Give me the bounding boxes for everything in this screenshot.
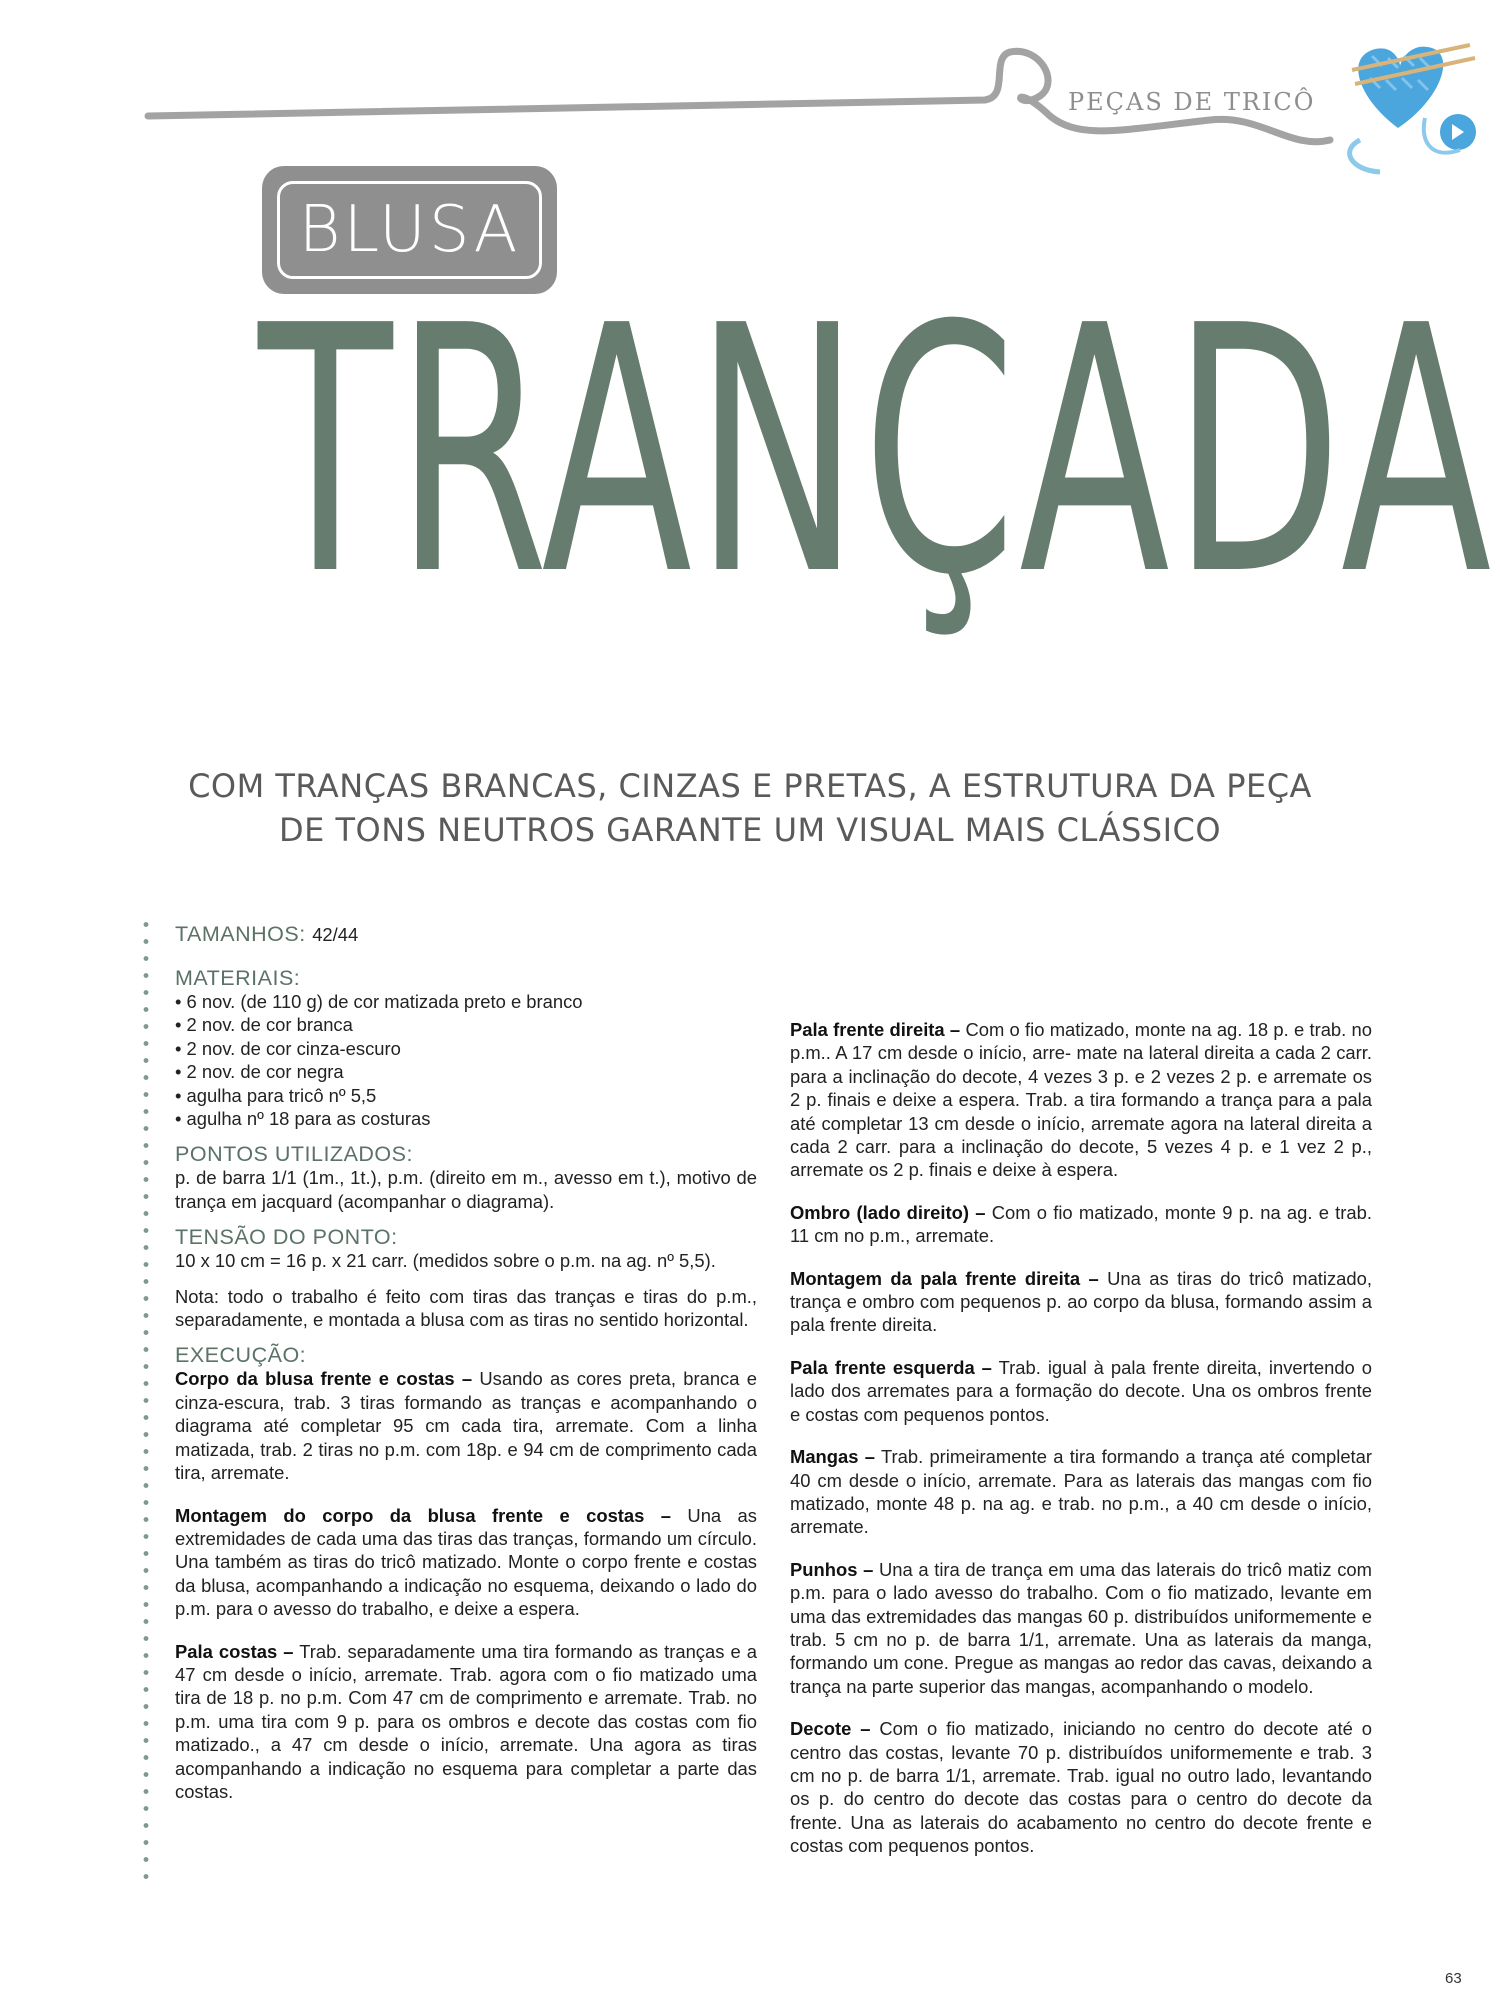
paragraph-title: Pala costas – [175,1640,294,1662]
tension-text: 10 x 10 cm = 16 p. x 21 carr. (medidos sobre o p.m. na ag. nº 5,5). [175,1250,716,1272]
paragraph-title: Ombro (lado direito) – [790,1201,986,1223]
paragraph [790,1558,1372,1698]
knitting-heart-icon [1350,45,1476,172]
paragraph-text: Trab. separadamente uma tira formando as tranças e a 47 cm desde o início, arremate. Trab. agora com o fio matizado uma tira de 18 p. no p.m. Com 47 cm de comprimento e arremate. Trab. no p.m. uma tira com 9 p. para os ombros e decote das costas com fio matizado., a 47 cm desde o início, arremate. Una agora as tiras acompanhando a indicação no esquema para completar a parte das costas. [175,1640,757,1802]
subtitle-line: DE TONS NEUTROS GARANTE UM VISUAL MAIS CLÁSSICO [278,811,1222,849]
note-text: Nota: todo o trabalho é feito com tiras das tranças e tiras do p.m., separadamente, e montada a blusa com as tiras no sentido horizontal. [175,1285,757,1331]
paragraph [790,1267,1372,1337]
stitches-text: p. de barra 1/1 (1m., 1t.), p.m. (direito em m., avesso em t.), motivo de trança em jacquard (acompanhar o diagrama). [175,1167,757,1212]
paragraph [790,1018,1372,1182]
paragraph-title: Corpo da blusa frente e costas – [175,1368,473,1390]
badge-text: BLUSA [298,193,521,267]
tension-heading: TENSÃO DO PONTO: [175,1225,398,1250]
execution-heading: EXECUÇÃO: [175,1343,307,1368]
list-item: • 6 nov. (de 110 g) de cor matizada preto e branco [175,991,583,1012]
materials-heading: MATERIAIS: [175,966,301,990]
section-label: PEÇAS DE TRICÔ [1068,88,1316,116]
paragraph-title: Pala frente esquerda – [790,1356,992,1378]
paragraph [175,1367,757,1484]
sizes-value: 42/44 [312,924,359,945]
paragraph-title: Montagem do corpo da blusa frente e costas – [175,1504,672,1526]
page-title: TRANÇADA [258,254,1495,650]
paragraph [790,1356,1372,1426]
paragraph [175,1504,757,1621]
list-item: • agulha nº 18 para as costuras [175,1108,431,1130]
sizes-heading [175,922,757,947]
paragraph-text: Com o fio matizado, iniciando no centro do decote até o centro das costas, levante 70 p. distribuídos uniformemente e trab. 3 cm no p. de barra 1/1, arremate. Trab. igual no outro lado, levantando os p. do centro do decote das costas para o centro do decote da frente. Una as laterais do acabamento no centro do decote frente e costas com pequenos pontos. [790,1718,1372,1857]
paragraph-text: Com o fio matizado, monte 9 p. na ag. e trab. 11 cm no p.m., arremate. [790,1201,1372,1247]
paragraph-text: Trab. primeiramente a tira formando a trança até completar 40 cm desde o início, arremate. Para as laterais das mangas com fio matizado, monte 48 p. na ag. e trab. no p.m., a 40 cm desde o início, arremate. [790,1446,1373,1538]
right-column [790,1018,1372,1858]
list-item: • 2 nov. de cor cinza-escuro [175,1037,401,1059]
paragraph-text: Una a tira de trança em uma das laterais do tricô matiz com p.m. para o lado avesso do trabalho. Com o fio matizado, levante em uma das extremidades das mangas 60 p. distribuídos uniformemente e trab. 5 cm no p. de barra 1/1, arremate. Una as laterais da manga, formando um cone. Pregue as mangas ao redor das cavas, deixando a trança na parte superior das mangas, acompanhando o modelo. [790,1558,1372,1697]
stitches-heading: PONTOS UTILIZADOS: [175,1142,413,1167]
subtitle [140,764,1360,852]
paragraph-text: Usando as cores preta, branca e cinza-escura, trab. 3 tiras formando as tranças e acompanhando o diagrama até completar 95 cm cada tira, arremate. Com a linha matizada, trab. 2 tiras no p.m. com 18p. e 94 cm de comprimento cada tira, arremate. [175,1368,757,1484]
paragraph-title: Decote – [790,1718,871,1740]
paragraph-title: Punhos – [790,1558,874,1580]
paragraph-title: Mangas – [790,1446,875,1468]
paragraph-text: Com o fio matizado, monte na ag. 18 p. e trab. no p.m.. A 17 cm desde o início, arre- mate na lateral direita a cada 2 carr. para a inclinação do decote, 4 vezes 3 p. e 2 vezes 2 p. e arremate os 2 p. finais e deixe a espera. Trab. a tira formando a trança para a pala até completar 13 cm desde o início, arremate agora na lateral direita a cada 2 carr. para a inclinação do decote, 5 vezes 4 p. e 1 vez 2 p., arremate os 2 p. finais e deixe à espera. [790,1019,1372,1181]
paragraph-text: Una as extremidades de cada uma das tiras das tranças, formando um círculo. Una também as tiras do tricô matizado. Monte o corpo frente e costas da blusa, acompanhando a indicação no esquema, deixando o lado do p.m. para o avesso do trabalho, e deixe a espera. [175,1504,757,1620]
subtitle-line: COM TRANÇAS BRANCAS, CINZAS E PRETAS, A ESTRUTURA DA PEÇA [188,767,1312,805]
paragraph-title: Montagem da pala frente direita – [790,1267,1099,1289]
paragraph-text: Trab. igual à pala frente direita, invertendo o lado dos arremates para a formação do decote. Una os ombros frente e costas com pequenos pontos. [790,1356,1372,1425]
dotted-divider [143,916,149,1886]
paragraph [790,1445,1372,1539]
paragraph-text: Una as tiras do tricô matizado, trança e ombro com pequenos p. ao corpo da blusa, formando assim a pala frente direita. [790,1267,1372,1336]
sizes-label: TAMANHOS: [175,922,306,946]
paragraph [790,1717,1372,1857]
paragraph [790,1201,1372,1248]
list-item: • agulha para tricô nº 5,5 [175,1084,377,1106]
paragraph-title: Pala frente direita – [790,1019,961,1040]
page-number: 63 [1445,1970,1462,1987]
paragraph [175,1640,757,1804]
list-item: • 2 nov. de cor branca [175,1014,353,1036]
list-item: • 2 nov. de cor negra [175,1061,344,1083]
left-column [175,922,757,1803]
